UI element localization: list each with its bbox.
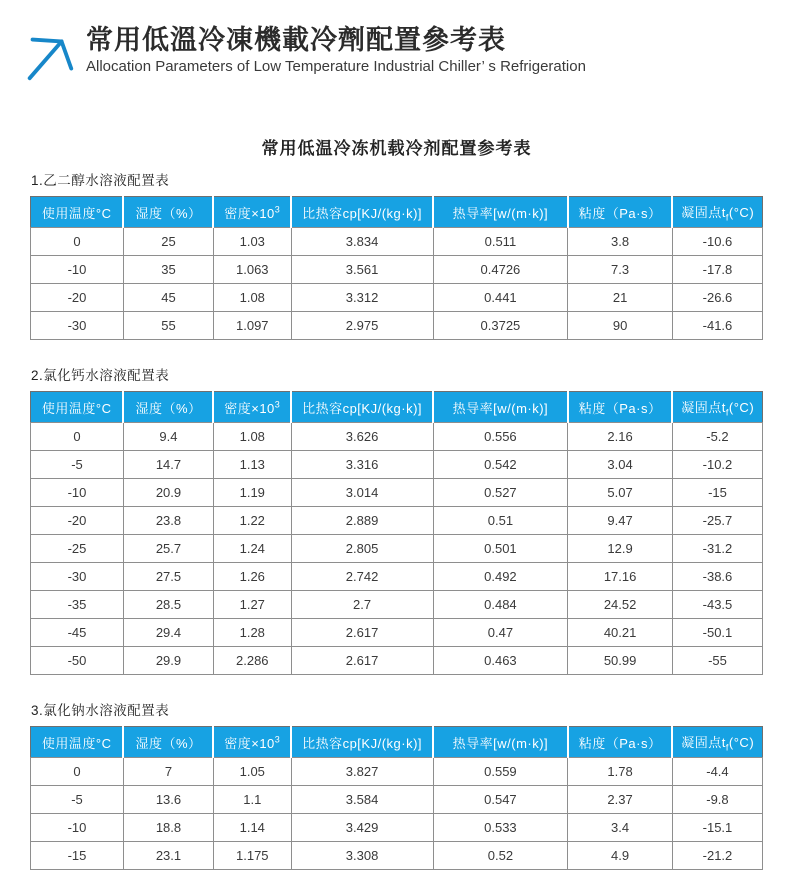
table-row [31,312,763,340]
table-cell: 2.617 [291,647,433,675]
table-cell: 0.52 [433,842,568,870]
column-header: 粘度（Pa·s） [568,392,673,423]
table-cell: 3.04 [568,451,673,479]
table-cell: -50.1 [672,619,762,647]
column-header: 密度$\times 10^3$ [213,727,291,758]
section-sodium-chloride [30,699,763,870]
table-cell: -10 [31,256,124,284]
table-cell: 0.484 [433,591,568,619]
table-cell: -20 [31,507,124,535]
table-calcium-chloride [30,391,763,675]
column-header: 使用温度°C [31,727,124,758]
table-cell: 1.28 [213,619,291,647]
column-header: 密度$\times 10^3$ [213,392,291,423]
table-cell: -25.7 [672,507,762,535]
table-cell: 21 [568,284,673,312]
table-cell: 1.097 [213,312,291,340]
table-row [31,284,763,312]
table-cell: 17.16 [568,563,673,591]
table-cell: 9.47 [568,507,673,535]
table-cell: 0.547 [433,786,568,814]
table-row [31,786,763,814]
table-cell: 40.21 [568,619,673,647]
table-cell: 0.533 [433,814,568,842]
table-header-row [31,197,763,228]
table-row [31,758,763,786]
table-cell: 3.561 [291,256,433,284]
column-header: 湿度（%） [123,727,213,758]
table-cell: -41.6 [672,312,762,340]
table-cell: -10.6 [672,228,762,256]
table-cell: -9.8 [672,786,762,814]
table-cell: 18.8 [123,814,213,842]
column-header: 热导率[w/(m·k)] [433,727,568,758]
table-cell: 0.559 [433,758,568,786]
table-cell: -15 [31,842,124,870]
table-cell: -5 [31,786,124,814]
table-cell: 13.6 [123,786,213,814]
table-cell: 0 [31,758,124,786]
section-label: 2.氯化钙水溶液配置表 [31,368,170,383]
table-cell: 25 [123,228,213,256]
section-label: 1.乙二醇水溶液配置表 [31,173,170,188]
table-cell: 3.014 [291,479,433,507]
table-cell: 2.286 [213,647,291,675]
table-cell: 35 [123,256,213,284]
table-cell: 1.08 [213,423,291,451]
table-cell: -5 [31,451,124,479]
column-header: 凝固点$t_f(^\circ C)$ [672,727,762,758]
table-cell: 3.308 [291,842,433,870]
section-ethylene-glycol [30,169,763,340]
table-cell: 55 [123,312,213,340]
table-cell: -4.4 [672,758,762,786]
table-cell: 1.24 [213,535,291,563]
table-row [31,256,763,284]
table-cell: 1.03 [213,228,291,256]
table-cell: 50.99 [568,647,673,675]
table-cell: -15 [672,479,762,507]
table-cell: 29.9 [123,647,213,675]
table-cell: 2.805 [291,535,433,563]
table-cell: 1.78 [568,758,673,786]
table-cell: -25 [31,535,124,563]
section-label: 3.氯化钠水溶液配置表 [31,703,170,718]
table-cell: 2.16 [568,423,673,451]
table-cell: 4.9 [568,842,673,870]
table-cell: 1.175 [213,842,291,870]
column-header: 比热容cp[KJ/(kg·k)] [291,727,433,758]
table-cell: 12.9 [568,535,673,563]
table-cell: -20 [31,284,124,312]
table-cell: 24.52 [568,591,673,619]
table-row [31,423,763,451]
brand-title: 常用低溫冷凍機載冷劑配置參考表 [86,25,506,55]
column-header: 热导率[w/(m·k)] [433,392,568,423]
table-cell: -10 [31,814,124,842]
table-row [31,451,763,479]
table-cell: -31.2 [672,535,762,563]
table-cell: 9.4 [123,423,213,451]
table-cell: 0.3725 [433,312,568,340]
table-cell: 45 [123,284,213,312]
column-header: 使用温度°C [31,392,124,423]
table-cell: 3.316 [291,451,433,479]
table-cell: -15.1 [672,814,762,842]
table-cell: -5.2 [672,423,762,451]
table-cell: -43.5 [672,591,762,619]
table-row [31,535,763,563]
table-cell: 2.889 [291,507,433,535]
table-cell: 0.511 [433,228,568,256]
table-cell: -26.6 [672,284,762,312]
table-cell: 1.08 [213,284,291,312]
table-row [31,842,763,870]
table-cell: -45 [31,619,124,647]
table-cell: 23.1 [123,842,213,870]
table-cell: 1.19 [213,479,291,507]
table-cell: 3.8 [568,228,673,256]
table-cell: 1.26 [213,563,291,591]
table-cell: 0.51 [433,507,568,535]
table-cell: 90 [568,312,673,340]
table-cell: 1.05 [213,758,291,786]
table-cell: -17.8 [672,256,762,284]
table-cell: 27.5 [123,563,213,591]
table-cell: 29.4 [123,619,213,647]
table-cell: 3.429 [291,814,433,842]
column-header: 湿度（%） [123,392,213,423]
table-header-row [31,727,763,758]
table-sodium-chloride [30,726,763,870]
table-row [31,507,763,535]
column-header: 凝固点$t_f(^\circ C)$ [672,392,762,423]
column-header: 热导率[w/(m·k)] [433,197,568,228]
table-cell: 3.312 [291,284,433,312]
column-header: 粘度（Pa·s） [568,197,673,228]
brand-subtitle: Allocation Parameters of Low Temperature Industrial Chiller’ s Refrigeration [86,58,586,75]
table-cell: 3.4 [568,814,673,842]
table-row [31,647,763,675]
table-row [31,619,763,647]
table-cell: 1.13 [213,451,291,479]
table-cell: 0.463 [433,647,568,675]
column-header: 密度$\times 10^3$ [213,197,291,228]
table-cell: 0 [31,228,124,256]
table-cell: -10.2 [672,451,762,479]
brand-header [18,24,772,86]
table-cell: 2.975 [291,312,433,340]
column-header: 比热容cp[KJ/(kg·k)] [291,392,433,423]
table-cell: 1.14 [213,814,291,842]
table-cell: 3.584 [291,786,433,814]
section-calcium-chloride [30,364,763,675]
table-cell: -50 [31,647,124,675]
table-row [31,814,763,842]
table-cell: 1.27 [213,591,291,619]
table-cell: 0.542 [433,451,568,479]
table-cell: 0.4726 [433,256,568,284]
arrow-up-right-icon [20,26,78,84]
column-header: 粘度（Pa·s） [568,727,673,758]
table-cell: 3.834 [291,228,433,256]
page-title: 常用低温冷冻机载冷剂配置参考表 [261,139,532,158]
table-row [31,563,763,591]
column-header: 湿度（%） [123,197,213,228]
table-cell: 2.7 [291,591,433,619]
table-cell: 23.8 [123,507,213,535]
table-cell: 0.47 [433,619,568,647]
table-cell: -35 [31,591,124,619]
table-cell: 5.07 [568,479,673,507]
table-cell: 3.626 [291,423,433,451]
table-cell: 3.827 [291,758,433,786]
table-cell: 20.9 [123,479,213,507]
table-cell: 0.492 [433,563,568,591]
table-header-row [31,392,763,423]
table-cell: -30 [31,563,124,591]
table-cell: 0.527 [433,479,568,507]
table-cell: 7.3 [568,256,673,284]
table-cell: 25.7 [123,535,213,563]
table-cell: -10 [31,479,124,507]
table-cell: 0.556 [433,423,568,451]
table-cell: -21.2 [672,842,762,870]
table-cell: 7 [123,758,213,786]
table-cell: 28.5 [123,591,213,619]
table-cell: 0 [31,423,124,451]
table-cell: 2.742 [291,563,433,591]
table-row [31,479,763,507]
table-cell: 1.22 [213,507,291,535]
table-cell: 0.501 [433,535,568,563]
document-body [30,120,763,870]
table-cell: 0.441 [433,284,568,312]
table-cell: -30 [31,312,124,340]
table-cell: -55 [672,647,762,675]
column-header: 比热容cp[KJ/(kg·k)] [291,197,433,228]
brand-text-block [86,24,772,76]
table-cell: 2.37 [568,786,673,814]
table-cell: 1.063 [213,256,291,284]
table-row [31,591,763,619]
table-ethylene-glycol [30,196,763,340]
table-cell: 2.617 [291,619,433,647]
table-cell: 14.7 [123,451,213,479]
table-cell: -38.6 [672,563,762,591]
table-row [31,228,763,256]
column-header: 凝固点$t_f(^\circ C)$ [672,197,762,228]
table-cell: 1.1 [213,786,291,814]
column-header: 使用温度°C [31,197,124,228]
